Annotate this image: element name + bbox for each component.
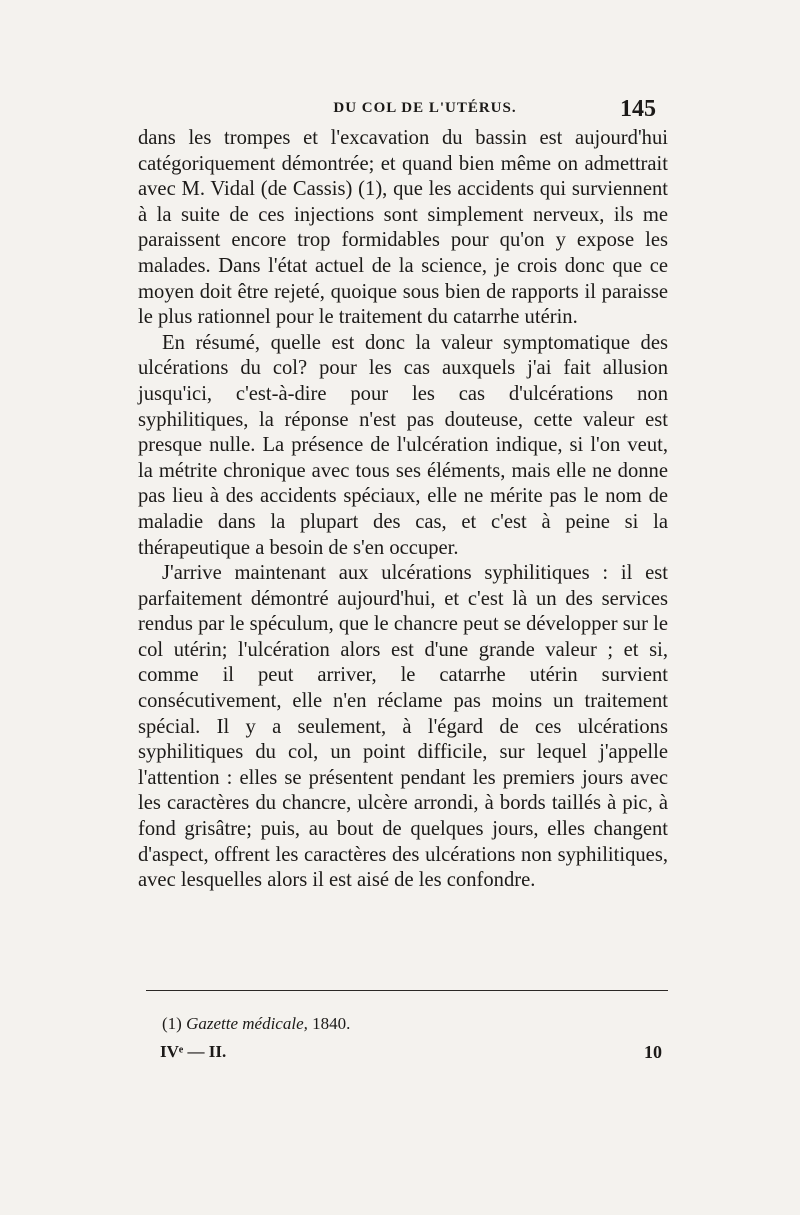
footnote-rule [146, 990, 668, 991]
paragraph-3: J'arrive maintenant aux ulcérations syphilitiques : il est parfaitement démontré aujourd'hui, et c'est là un des services rendus par le spéculum, que le chancre peut se développer sur le col utérin; l'ulcération alors est d'une grande valeur ; et si, comme il peut arriver, le catarrhe utérin survient consécutivement, elle n'en réclame pas moins un traitement spécial. Il y a seulement, à l'égard de ces ulcérations syphilitiques du col, un point difficile, sur lequel j'appelle l'attention : elles se présentent pendant les premiers jours avec les caractères du chancre, ulcère arrondi, à bords taillés à pic, à fond grisâtre; puis, au bout de quelques jours, elles changent d'aspect, offrent les caractères des ulcérations non syphilitiques, avec lesquelles alors il est aisé de les confondre. [138, 562, 668, 892]
page-number: 145 [620, 96, 656, 122]
paragraph-2: En résumé, quelle est donc la valeur symptomatique des ulcérations du col? pour les cas auxquels j'ai fait allusion jusqu'ici, c'est-à-dire pour les cas d'ulcérations non syphilitiques, la réponse n'est pas douteuse, cette valeur est presque nulle. La présence de l'ulcération indique, si l'on veut, la métrite chronique avec tous ses éléments, mais elle ne donne pas lieu à des accidents spéciaux, elle ne mérite pas le nom de maladie dans la plupart des cas, et c'est à peine si la thérapeutique a besoin de s'en occuper. [138, 331, 668, 559]
footnote-year: 1840. [312, 1014, 351, 1033]
running-head [138, 96, 656, 130]
running-title: DU COL DE L'UTÉRUS. [333, 100, 517, 116]
footnote-title: Gazette médicale, [186, 1014, 308, 1033]
footnote [162, 1014, 350, 1034]
sheet-number: 10 [644, 1042, 662, 1062]
footnote-marker: (1) [162, 1014, 182, 1033]
text-body [138, 126, 668, 894]
paragraph-1: dans les trompes et l'excavation du bassin est aujourd'hui catégoriquement démontrée; et quand bien même on admettrait avec M. Vidal (de Cassis) (1), que les accidents qui surviennent à la suite de ces injections sont simplement nerveux, ils me paraissent encore trop formidables pour qu'on y expose les malades. Dans l'état actuel de la science, je crois donc que ce moyen doit être rejeté, quoique sous bien de rapports il paraisse le plus rationnel pour le traitement du catarrhe utérin. [138, 127, 668, 329]
signature-mark: IVᵉ — II. [160, 1042, 227, 1061]
